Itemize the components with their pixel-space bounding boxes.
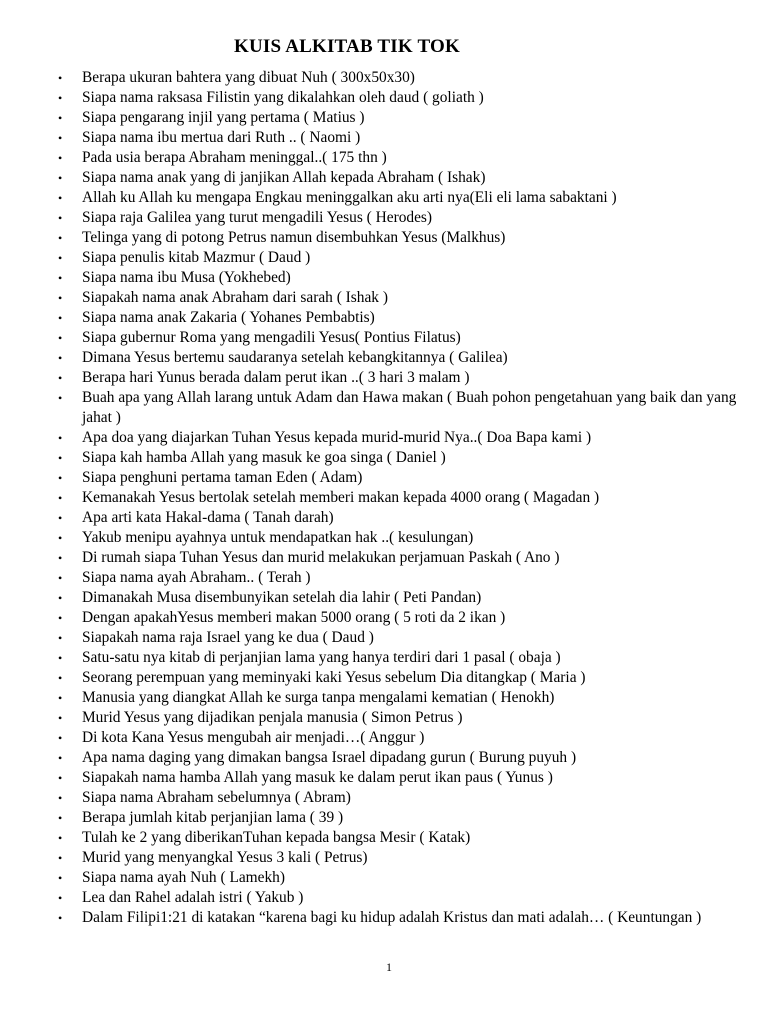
list-item-text: Siapakah nama anak Abraham dari sarah ( Ishak )	[82, 289, 388, 306]
list-item	[0, 168, 768, 188]
list-item-text: Kemanakah Yesus bertolak setelah memberi makan kepada 4000 orang ( Magadan )	[82, 489, 600, 506]
list-item-text: Dimanakah Musa disembunyikan setelah dia lahir ( Peti Pandan)	[82, 589, 482, 606]
list-item	[0, 788, 768, 808]
list-item	[0, 688, 768, 708]
list-item-text: Lea dan Rahel adalah istri ( Yakub )	[82, 889, 304, 906]
bullet-icon: •	[58, 611, 63, 625]
list-item	[0, 128, 768, 148]
bullet-icon: •	[58, 451, 63, 465]
bullet-icon: •	[58, 491, 63, 505]
list-item-text: Yakub menipu ayahnya untuk mendapatkan hak ..( kesulungan)	[82, 529, 474, 546]
list-item	[0, 668, 768, 688]
list-item-text: Berapa hari Yunus berada dalam perut ikan ..( 3 hari 3 malam )	[82, 369, 470, 386]
list-item	[0, 468, 768, 488]
list-item-text: Buah apa yang Allah larang untuk Adam dan Hawa makan ( Buah pohon pengetahuan yang baik dan yang jahat )	[82, 389, 737, 426]
bullet-icon: •	[58, 751, 63, 765]
list-item	[0, 588, 768, 608]
bullet-icon: •	[58, 531, 63, 545]
list-item	[0, 348, 768, 368]
list-item	[0, 308, 768, 328]
bullet-icon: •	[58, 211, 63, 225]
list-item	[0, 388, 768, 428]
list-item	[0, 868, 768, 888]
page-title: KUIS ALKITAB TIK TOK	[234, 36, 460, 57]
bullet-icon: •	[58, 651, 63, 665]
list-item	[0, 148, 768, 168]
bullet-icon: •	[58, 791, 63, 805]
bullet-icon: •	[58, 811, 63, 825]
list-item-text: Siapakah nama raja Israel yang ke dua ( Daud )	[82, 629, 374, 646]
list-item	[0, 68, 768, 88]
bullet-icon: •	[58, 471, 63, 485]
bullet-icon: •	[58, 891, 63, 905]
list-item	[0, 568, 768, 588]
list-item	[0, 188, 768, 208]
bullet-icon: •	[58, 251, 63, 265]
list-item-text: Siapa penulis kitab Mazmur ( Daud )	[82, 249, 311, 266]
list-item-text: Di kota Kana Yesus mengubah air menjadi…( Anggur )	[82, 729, 425, 746]
list-item	[0, 848, 768, 868]
list-item	[0, 208, 768, 228]
list-item-text: Siapa nama anak Zakaria ( Yohanes Pembabtis)	[82, 309, 375, 326]
bullet-icon: •	[58, 871, 63, 885]
list-item-text: Manusia yang diangkat Allah ke surga tanpa mengalami kematian ( Henokh)	[82, 689, 555, 706]
list-item	[0, 108, 768, 128]
bullet-icon: •	[58, 511, 63, 525]
page-number: 1	[386, 960, 392, 974]
list-item-text: Berapa ukuran bahtera yang dibuat Nuh ( 300x50x30)	[82, 69, 415, 86]
bullet-icon: •	[58, 691, 63, 705]
bullet-icon: •	[58, 231, 63, 245]
list-item-text: Siapa nama anak yang di janjikan Allah kepada Abraham ( Ishak)	[82, 169, 486, 186]
list-item-text: Dalam Filipi1:21 di katakan “karena bagi ku hidup adalah Kristus dan mati adalah… ( Keuntungan )	[82, 909, 702, 926]
bullet-icon: •	[58, 111, 63, 125]
list-item	[0, 228, 768, 248]
list-item	[0, 748, 768, 768]
quiz-question-list	[0, 68, 768, 928]
bullet-icon: •	[58, 351, 63, 365]
list-item-text: Siapa nama ayah Abraham.. ( Terah )	[82, 569, 311, 586]
list-item-text: Apa nama daging yang dimakan bangsa Israel dipadang gurun ( Burung puyuh )	[82, 749, 577, 766]
bullet-icon: •	[58, 71, 63, 85]
list-item-text: Murid Yesus yang dijadikan penjala manusia ( Simon Petrus )	[82, 709, 463, 726]
list-item-text: Apa doa yang diajarkan Tuhan Yesus kepada murid-murid Nya..( Doa Bapa kami )	[82, 429, 592, 446]
list-item-text: Tulah ke 2 yang diberikanTuhan kepada bangsa Mesir ( Katak)	[82, 829, 471, 846]
bullet-icon: •	[58, 391, 63, 405]
bullet-icon: •	[58, 831, 63, 845]
list-item	[0, 548, 768, 568]
bullet-icon: •	[58, 631, 63, 645]
bullet-icon: •	[58, 771, 63, 785]
bullet-icon: •	[58, 331, 63, 345]
bullet-icon: •	[58, 431, 63, 445]
list-item-text: Telinga yang di potong Petrus namun disembuhkan Yesus (Malkhus)	[82, 229, 506, 246]
bullet-icon: •	[58, 271, 63, 285]
list-item-text: Dimana Yesus bertemu saudaranya setelah kebangkitannya ( Galilea)	[82, 349, 508, 366]
list-item	[0, 908, 768, 928]
bullet-icon: •	[58, 671, 63, 685]
bullet-icon: •	[58, 851, 63, 865]
list-item	[0, 508, 768, 528]
list-item	[0, 268, 768, 288]
list-item	[0, 768, 768, 788]
list-item-text: Siapa penghuni pertama taman Eden ( Adam)	[82, 469, 363, 486]
list-item-text: Siapa nama ibu Musa (Yokhebed)	[82, 269, 291, 286]
list-item	[0, 648, 768, 668]
list-item	[0, 828, 768, 848]
list-item-text: Siapa nama ibu mertua dari Ruth .. ( Naomi )	[82, 129, 361, 146]
list-item	[0, 428, 768, 448]
bullet-icon: •	[58, 571, 63, 585]
list-item-text: Pada usia berapa Abraham meninggal..( 175 thn )	[82, 149, 387, 166]
list-item-text: Seorang perempuan yang meminyaki kaki Yesus sebelum Dia ditangkap ( Maria )	[82, 669, 586, 686]
list-item	[0, 448, 768, 468]
bullet-icon: •	[58, 151, 63, 165]
list-item	[0, 708, 768, 728]
list-item	[0, 808, 768, 828]
list-item-text: Siapa nama ayah Nuh ( Lamekh)	[82, 869, 285, 886]
bullet-icon: •	[58, 311, 63, 325]
list-item-text: Berapa jumlah kitab perjanjian lama ( 39 )	[82, 809, 344, 826]
list-item-text: Apa arti kata Hakal-dama ( Tanah darah)	[82, 509, 334, 526]
list-item	[0, 608, 768, 628]
bullet-icon: •	[58, 191, 63, 205]
list-item	[0, 88, 768, 108]
list-item-text: Siapa nama raksasa Filistin yang dikalahkan oleh daud ( goliath )	[82, 89, 484, 106]
list-item	[0, 728, 768, 748]
bullet-icon: •	[58, 911, 63, 925]
list-item-text: Siapa kah hamba Allah yang masuk ke goa singa ( Daniel )	[82, 449, 446, 466]
list-item	[0, 288, 768, 308]
list-item-text: Siapa raja Galilea yang turut mengadili Yesus ( Herodes)	[82, 209, 433, 226]
list-item	[0, 248, 768, 268]
list-item-text: Siapa gubernur Roma yang mengadili Yesus( Pontius Filatus)	[82, 329, 461, 346]
bullet-icon: •	[58, 171, 63, 185]
list-item-text: Siapa pengarang injil yang pertama ( Matius )	[82, 109, 365, 126]
list-item	[0, 628, 768, 648]
list-item	[0, 328, 768, 348]
list-item	[0, 888, 768, 908]
bullet-icon: •	[58, 91, 63, 105]
list-item	[0, 488, 768, 508]
list-item-text: Di rumah siapa Tuhan Yesus dan murid melakukan perjamuan Paskah ( Ano )	[82, 549, 560, 566]
bullet-icon: •	[58, 131, 63, 145]
bullet-icon: •	[58, 591, 63, 605]
list-item-text: Satu-satu nya kitab di perjanjian lama yang hanya terdiri dari 1 pasal ( obaja )	[82, 649, 561, 666]
bullet-icon: •	[58, 711, 63, 725]
bullet-icon: •	[58, 291, 63, 305]
bullet-icon: •	[58, 551, 63, 565]
bullet-icon: •	[58, 731, 63, 745]
list-item-text: Siapakah nama hamba Allah yang masuk ke dalam perut ikan paus ( Yunus )	[82, 769, 553, 786]
list-item-text: Murid yang menyangkal Yesus 3 kali ( Petrus)	[82, 849, 368, 866]
list-item-text: Siapa nama Abraham sebelumnya ( Abram)	[82, 789, 351, 806]
list-item-text: Dengan apakahYesus memberi makan 5000 orang ( 5 roti da 2 ikan )	[82, 609, 506, 626]
bullet-icon: •	[58, 371, 63, 385]
list-item-text: Allah ku Allah ku mengapa Engkau meninggalkan aku arti nya(Eli eli lama sabaktani )	[82, 189, 617, 206]
list-item	[0, 368, 768, 388]
list-item	[0, 528, 768, 548]
